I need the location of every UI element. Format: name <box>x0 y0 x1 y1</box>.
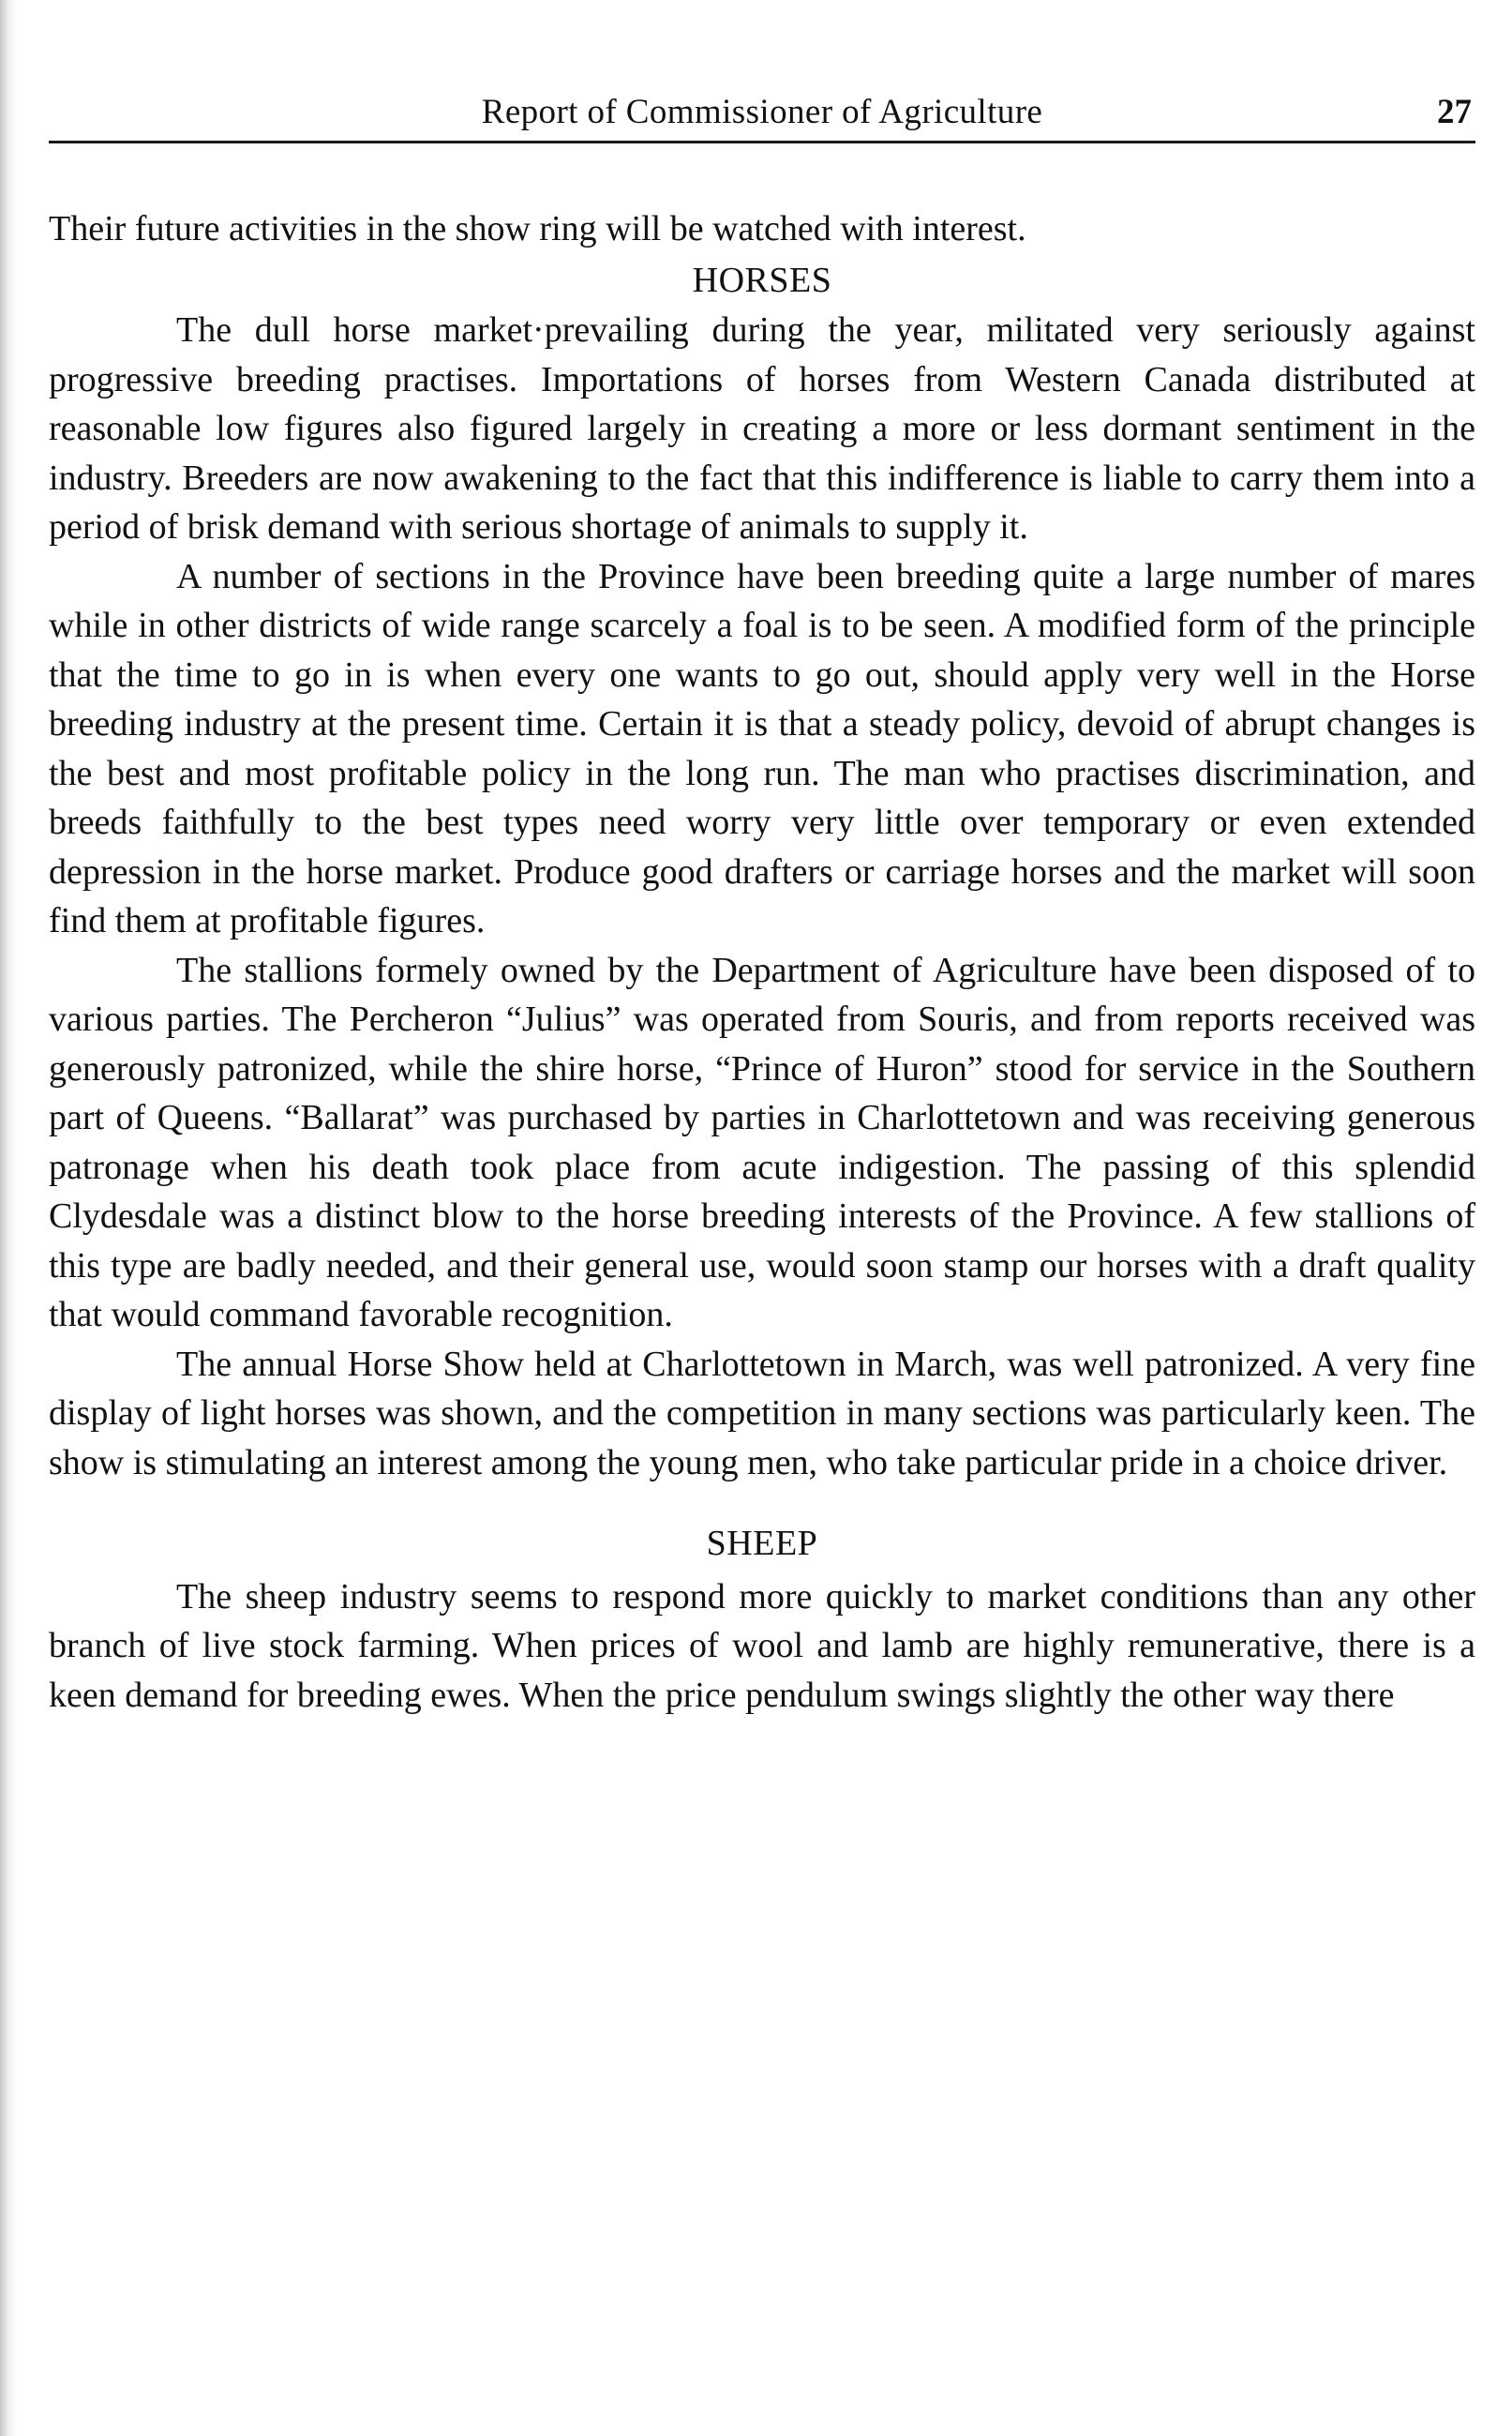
sheep-section <box>49 1519 1475 1720</box>
horses-paragraph-2: A number of sections in the Province have been breeding quite a large number of mares while in other districts of wide range scarcely a foal is to be seen. A modified form of the principle that the time to go in is when every one wants to go out, should apply very well in the Horse breeding industry at the present time. Certain it is that a steady policy, devoid of abrupt changes is the best and most profitable policy in the long run. The man who practises discrimination, and breeds faithfully to the best types need worry very little over temporary or even extended depression in the horse market. Produce good drafters or carriage horses and the market will soon find them at profitable figures. <box>49 556 1475 940</box>
running-header <box>49 88 1475 143</box>
sheep-heading: SHEEP <box>706 1524 818 1563</box>
sheep-paragraph-1: The sheep industry seems to respond more quickly to market conditions than any other branch of live stock farming. When prices of wool and lamb are highly remunerative, there is a keen demand for breeding ewes. When the price pendulum swings slightly the other way there <box>49 1576 1475 1715</box>
page-number: 27 <box>1437 93 1472 131</box>
horses-paragraph-4: The annual Horse Show held at Charlottetown in March, was well patronized. A very fine display of light horses was shown, and the competition in many sections was particularly keen. The show is stimulating an interest among the young men, who take particular pride in a choice driver. <box>49 1344 1475 1482</box>
page-edge-shadow <box>0 0 17 2436</box>
opening-line: Their future activities in the show ring will be watched with interest. <box>49 209 1026 248</box>
horses-paragraph-3: The stallions formely owned by the Department of Agriculture have been disposed of to various parties. The Percheron “Julius” was operated from Souris, and from reports received was generously patronized, while the shire horse, “Prince of Huron” stood for service in the Southern part of Queens. “Ballarat” was purchased by parties in Charlottetown and was receiving generous patronage when his death took place from acute indigestion. The passing of this splendid Clydesdale was a distinct blow to the horse breeding interests of the Province. A few stallions of this type are badly needed, and their general use, would soon stamp our horses with a draft quality that would command favorable recognition. <box>49 950 1475 1334</box>
horses-heading: HORSES <box>692 260 832 300</box>
horses-section <box>49 256 1475 1488</box>
horses-paragraph-1: The dull horse market·prevailing during the year, militated very seriously against progressive breeding practises. Importations of horses from Western Canada distributed at reasonable low figures also figured largely in creating a more or less dormant sentiment in the industry. Breeders are now awakening to the fact that this indifference is liable to carry them into a period of brisk demand with serious shortage of animals to supply it. <box>49 310 1475 547</box>
document-page <box>49 0 1475 2436</box>
running-title: Report of Commissioner of Agriculture <box>481 93 1043 131</box>
body-text <box>49 204 1475 1720</box>
